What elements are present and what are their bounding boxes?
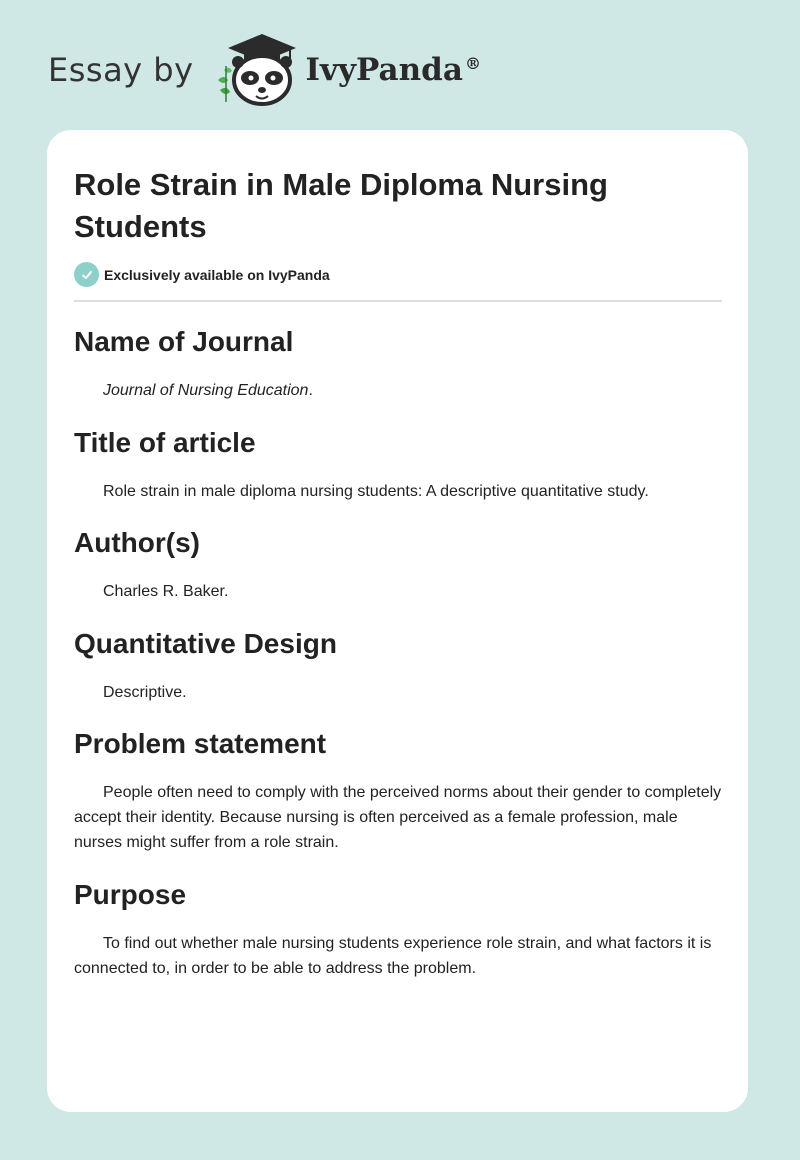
section-body: People often need to comply with the perceived norms about their gender to completely accept their identity. Because nursing is often perceived as a female profession, male nurses might suffer from a role strain. bbox=[74, 784, 722, 851]
exclusive-badge bbox=[74, 262, 722, 302]
site-header bbox=[48, 30, 481, 110]
section-body bbox=[74, 378, 722, 403]
section-heading: Author(s) bbox=[74, 527, 200, 558]
section-problem bbox=[74, 727, 722, 855]
section-title bbox=[74, 426, 722, 504]
panda-logo-icon[interactable] bbox=[210, 30, 300, 110]
section-body: Role strain in male diploma nursing students: A descriptive quantitative study. bbox=[103, 483, 649, 500]
journal-name: Journal of Nursing Education bbox=[103, 382, 309, 399]
exclusive-label: Exclusively available on IvyPanda bbox=[104, 266, 330, 283]
journal-suffix: . bbox=[308, 382, 313, 399]
section-journal bbox=[74, 325, 722, 403]
section-author bbox=[74, 526, 722, 604]
section-purpose bbox=[74, 878, 722, 981]
section-heading: Problem statement bbox=[74, 728, 327, 759]
section-body: To find out whether male nursing students experience role strain, and what factors it is connected to, in order to be able to address the problem. bbox=[74, 935, 712, 977]
section-body: Descriptive. bbox=[103, 684, 187, 701]
section-heading: Name of Journal bbox=[74, 326, 294, 357]
check-icon bbox=[74, 262, 99, 287]
section-body: Charles R. Baker. bbox=[103, 583, 229, 600]
section-heading: Quantitative Design bbox=[74, 628, 337, 659]
section-design bbox=[74, 627, 722, 705]
section-heading: Purpose bbox=[74, 879, 187, 910]
brand-text: IvyPanda bbox=[305, 52, 463, 88]
registered-mark: ® bbox=[464, 53, 481, 73]
article-card bbox=[47, 130, 748, 1112]
essay-by-label: Essay by bbox=[48, 51, 194, 89]
article-title: Role Strain in Male Diploma Nursing Students bbox=[74, 167, 608, 244]
section-heading: Title of article bbox=[74, 427, 256, 458]
brand-name[interactable] bbox=[306, 52, 481, 88]
